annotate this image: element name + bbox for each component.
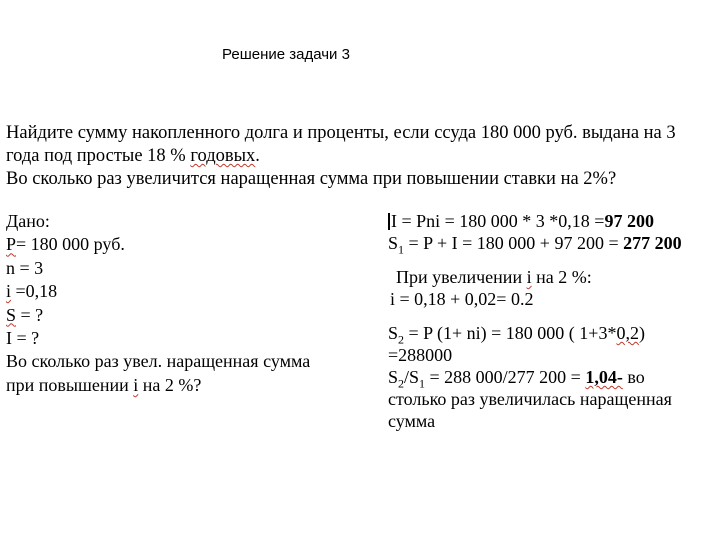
slide-title: Решение задачи 3 (222, 46, 350, 63)
given-block (6, 210, 310, 397)
spacer (388, 254, 682, 266)
solution-conclusion-2: сумма (388, 411, 436, 431)
s2-close: ) (638, 323, 645, 343)
principal-value: = 180 000 руб. (16, 234, 125, 255)
given-question-1: Во сколько раз увел. наращенная сумма (6, 351, 311, 372)
question-rate-symbol: i (133, 374, 139, 395)
principal-symbol: Р (6, 234, 17, 255)
solution-rate-increase (388, 266, 682, 288)
problem-line-1: Найдите сумму накопленного долга и проценты, если ссуда 180 000 руб. выдана на 3 (6, 123, 676, 143)
problem-statement (6, 122, 676, 191)
rate-symbol: i (6, 281, 12, 302)
s2-subscript: 2 (398, 332, 405, 347)
interest-formula: I = Pni = 180 000 * 3 *0,18 = (391, 211, 605, 231)
solution-conclusion-1: столько раз увеличилась наращенная (388, 389, 672, 409)
ratio-result: 1,04- (585, 367, 623, 387)
ratio-sub-2: 2 (398, 376, 405, 391)
problem-line-2-text: года под простые 18 % (6, 146, 191, 166)
s2-rate: 0,2 (616, 323, 639, 343)
solution-sum-1 (388, 232, 682, 257)
s2-symbol: S (388, 323, 399, 343)
spacer (388, 310, 682, 322)
ratio-formula: = 288 000/277 200 = (425, 367, 586, 387)
given-term: n = 3 (6, 257, 44, 278)
ratio-s1: /S (404, 367, 420, 387)
solution-sum-2 (388, 322, 682, 347)
s2-formula: = P (1+ ni) = 180 000 ( 1+3* (404, 323, 617, 343)
solution-new-rate: i = 0,18 + 0,02= 0.2 (390, 289, 534, 309)
solution-block (388, 210, 682, 432)
given-header: Дано: (6, 211, 50, 231)
question-end: на 2 %? (138, 374, 202, 395)
problem-line-2-end: . (255, 146, 260, 166)
increase-text: При увеличении (396, 267, 527, 287)
problem-line-3: Во сколько раз увеличится наращенная сумма при повышении ставки на 2%? (6, 169, 617, 189)
increase-rate-symbol: i (526, 267, 532, 287)
question-text: при повышении (6, 374, 134, 395)
problem-line-2 (6, 145, 676, 168)
interest-result: 97 200 (604, 211, 654, 231)
s1-result: 277 200 (623, 233, 682, 253)
text-cursor (388, 213, 390, 230)
ratio-s2: S (388, 367, 399, 387)
ratio-sub-1: 1 (419, 376, 426, 391)
solution-ratio (388, 366, 682, 391)
sum-symbol: S (6, 304, 17, 325)
solution-interest (388, 210, 682, 232)
given-sum (6, 304, 310, 327)
given-interest: I = ? (6, 328, 40, 349)
rate-value: =0,18 (11, 281, 58, 302)
given-question-2 (6, 374, 310, 397)
sum-value: = ? (16, 304, 44, 325)
s1-symbol: S (388, 233, 399, 253)
increase-end: на 2 %: (531, 267, 592, 287)
s1-formula: = P + I = 180 000 + 97 200 = (404, 233, 624, 253)
solution-sum-2-result: =288000 (388, 345, 453, 365)
spellcheck-word: годовых (190, 146, 256, 166)
given-principal (6, 233, 310, 256)
ratio-tail: во (622, 367, 645, 387)
s1-subscript: 1 (398, 242, 405, 257)
given-rate (6, 280, 310, 303)
